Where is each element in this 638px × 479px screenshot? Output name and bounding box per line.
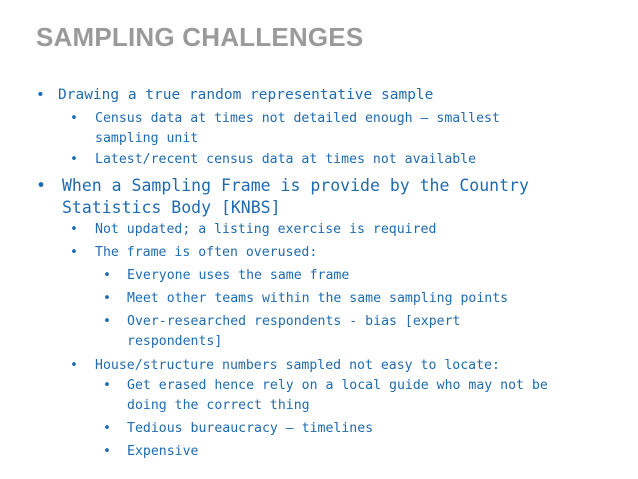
slide-title: SAMPLING CHALLENGES <box>36 22 364 52</box>
bullet-marker: • <box>70 111 78 126</box>
bullet-text-continued: sampling unit <box>95 131 199 146</box>
bullet-marker: • <box>103 291 111 306</box>
bullet-text: Tedious bureaucracy – timelines <box>127 421 374 436</box>
bullet-marker: • <box>70 245 78 260</box>
bullet-text: Not updated; a listing exercise is required <box>95 222 437 237</box>
bullet-marker: • <box>70 222 78 237</box>
bullet-marker: • <box>103 444 111 459</box>
bullet-text: Census data at times not detailed enough – smallest <box>95 111 500 126</box>
bullet-text: When a Sampling Frame is provide by the Country <box>62 176 529 195</box>
bullet-text: Get erased hence rely on a local guide who may not be <box>127 378 548 393</box>
bullet-marker: • <box>70 152 78 167</box>
bullet-text: Over-researched respondents - bias [expert <box>127 314 461 329</box>
bullet-marker: • <box>103 314 111 329</box>
bullet-text-continued: respondents] <box>127 334 223 349</box>
bullet-marker: • <box>70 358 78 373</box>
bullet-text: The frame is often overused: <box>95 245 318 260</box>
bullet-text: Meet other teams within the same sampling points <box>127 291 509 306</box>
bullet-text-continued: doing the correct thing <box>127 398 310 413</box>
bullet-text: Everyone uses the same frame <box>127 268 350 283</box>
bullet-text: House/structure numbers sampled not easy to locate: <box>95 358 500 373</box>
bullet-text-continued: Statistics Body [KNBS] <box>62 198 281 217</box>
bullet-marker: • <box>103 268 111 283</box>
bullet-text: Latest/recent census data at times not available <box>95 152 477 167</box>
bullet-marker: • <box>103 421 111 436</box>
bullet-marker: • <box>103 378 111 393</box>
bullet-marker: • <box>36 176 46 195</box>
bullet-marker: • <box>36 87 45 103</box>
bullet-text: Expensive <box>127 444 199 459</box>
bullet-text: Drawing a true random representative sample <box>58 87 434 103</box>
